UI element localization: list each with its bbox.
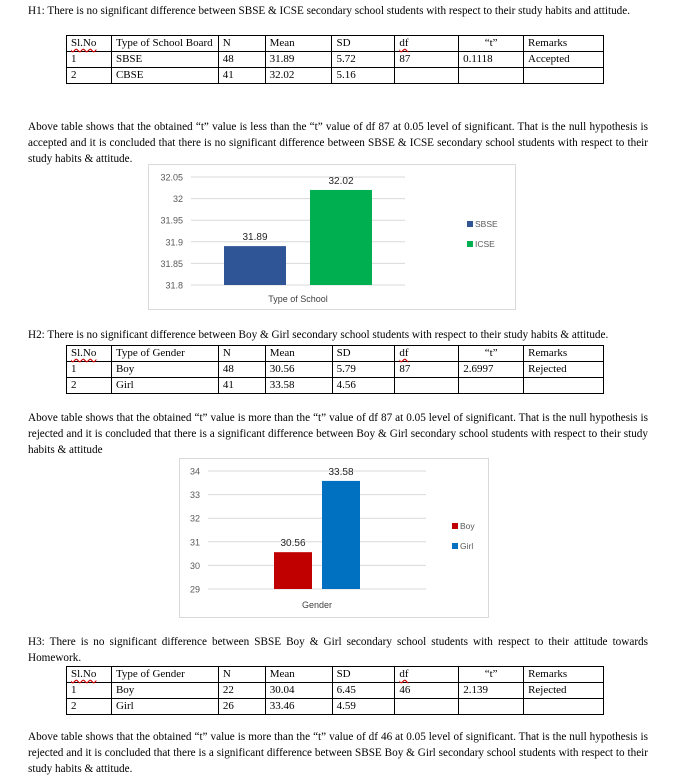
header-cell: df <box>395 36 459 52</box>
data-label: 31.89 <box>242 232 268 244</box>
header-cell: Remarks <box>524 36 604 52</box>
table-cell <box>395 698 459 714</box>
legend-swatch <box>467 221 473 227</box>
table-cell: 33.58 <box>265 377 332 393</box>
table-cell: 33.46 <box>265 698 332 714</box>
table-cell: Rejected <box>524 682 604 698</box>
header-cell: Mean <box>265 346 332 362</box>
table-row <box>67 698 604 714</box>
y-tick-label: 30 <box>189 560 200 571</box>
table-cell: Accepted <box>524 51 604 67</box>
y-tick-label: 31.85 <box>160 258 183 269</box>
table-cell: 87 <box>395 51 459 67</box>
table-header-row <box>67 36 604 52</box>
table-cell: 4.56 <box>332 377 395 393</box>
table-header-row <box>67 346 604 362</box>
table-row <box>67 361 604 377</box>
table-cell: 5.72 <box>332 51 395 67</box>
header-cell: N <box>218 667 265 683</box>
bar-girl <box>322 481 360 589</box>
table-cell <box>459 67 524 83</box>
header-cell: Type of Gender <box>111 346 218 362</box>
header-cell: Remarks <box>524 346 604 362</box>
legend-swatch <box>452 543 458 549</box>
table-cell: 22 <box>218 682 265 698</box>
header-cell: N <box>218 36 265 52</box>
x-axis-label: Type of School <box>268 294 328 304</box>
header-cell: SD <box>332 667 395 683</box>
table-cell: 1 <box>67 361 112 377</box>
h3-paragraph: Above table shows that the obtained “t” value is more than the “t” value of df 46 at 0.05 level of significant. That is the null hypothesis is rejected and it is concluded that there is a significant difference between SBSE Boy & Girl secondary school students with respect to their study habits & attitude. <box>28 731 648 776</box>
header-cell: df <box>395 346 459 362</box>
table-cell: 0.1118 <box>459 51 524 67</box>
table-cell: 2 <box>67 698 112 714</box>
y-tick-label: 32.05 <box>160 172 183 183</box>
h2-heading: H2: There is no significant difference between Boy & Girl secondary school students with respect to their study habits & attitude. <box>28 329 609 341</box>
header-cell: “t” <box>459 36 524 52</box>
table-cell: 30.04 <box>265 682 332 698</box>
table-cell: 1 <box>67 682 112 698</box>
table-cell: 5.79 <box>332 361 395 377</box>
header-cell: SD <box>332 346 395 362</box>
table-row <box>67 377 604 393</box>
legend-label: SBSE <box>475 219 498 229</box>
header-cell: Mean <box>265 667 332 683</box>
table-cell: 2.6997 <box>459 361 524 377</box>
y-tick-label: 31.8 <box>165 280 183 291</box>
data-label: 30.56 <box>280 538 306 550</box>
table-cell: 5.16 <box>332 67 395 83</box>
header-cell: Mean <box>265 36 332 52</box>
table-cell: 41 <box>218 377 265 393</box>
y-tick-label: 31.9 <box>165 237 183 248</box>
table-row <box>67 682 604 698</box>
table-cell: 87 <box>395 361 459 377</box>
x-axis-label: Gender <box>301 600 333 610</box>
legend-label: Girl <box>460 541 474 551</box>
table-cell <box>459 698 524 714</box>
h3-heading: H3: There is no significant difference between SBSE Boy & Girl secondary school students with respect to their attitude towards Homework. <box>28 636 648 665</box>
header-cell: N <box>218 346 265 362</box>
chart-svg <box>149 165 515 309</box>
table-cell <box>524 67 604 83</box>
y-tick-label: 33 <box>189 490 200 501</box>
table-cell: SBSE <box>111 51 218 67</box>
y-tick-label: 31.95 <box>160 215 183 226</box>
table-cell <box>524 377 604 393</box>
table-cell: 41 <box>218 67 265 83</box>
header-cell: Remarks <box>524 667 604 683</box>
header-cell: “t” <box>459 346 524 362</box>
h3-table <box>66 666 604 715</box>
legend-label: ICSE <box>475 239 495 249</box>
table-cell: 48 <box>218 51 265 67</box>
table-cell: 30.56 <box>265 361 332 377</box>
table-cell <box>459 377 524 393</box>
header-cell: Sl.No <box>67 346 112 362</box>
table-cell <box>395 377 459 393</box>
table-cell <box>524 698 604 714</box>
table-cell: 48 <box>218 361 265 377</box>
h1-heading: H1: There is no significant difference between SBSE & ICSE secondary school students with respect to their study habits and attitude. <box>28 5 631 17</box>
chart-gender <box>179 458 489 618</box>
bar-icse <box>310 190 372 285</box>
header-cell: Sl.No <box>67 667 112 683</box>
header-cell: Type of Gender <box>111 667 218 683</box>
table-cell <box>395 67 459 83</box>
y-tick-label: 29 <box>189 584 200 595</box>
table-header-row <box>67 667 604 683</box>
header-cell: “t” <box>459 667 524 683</box>
legend-swatch <box>467 241 473 247</box>
table-cell: 26 <box>218 698 265 714</box>
y-tick-label: 31 <box>189 537 200 548</box>
table-cell: Boy <box>111 682 218 698</box>
y-tick-label: 34 <box>189 466 200 477</box>
table-cell: 32.02 <box>265 67 332 83</box>
bar-boy <box>274 552 312 589</box>
h1-table <box>66 35 604 84</box>
header-cell: df <box>395 667 459 683</box>
h2-table <box>66 345 604 394</box>
table-cell: Girl <box>111 698 218 714</box>
table-cell: 1 <box>67 51 112 67</box>
table-cell: 4.59 <box>332 698 395 714</box>
table-cell: Rejected <box>524 361 604 377</box>
y-tick-label: 32 <box>172 194 183 205</box>
chart-school-type <box>148 164 516 310</box>
legend-label: Boy <box>460 521 475 531</box>
table-cell: 31.89 <box>265 51 332 67</box>
chart-svg <box>180 459 488 617</box>
table-cell: 2.139 <box>459 682 524 698</box>
table-cell: 2 <box>67 67 112 83</box>
table-cell: Girl <box>111 377 218 393</box>
legend-swatch <box>452 523 458 529</box>
bar-sbse <box>224 246 286 285</box>
header-cell: Sl.No <box>67 36 112 52</box>
table-cell: 2 <box>67 377 112 393</box>
data-label: 33.58 <box>328 466 354 478</box>
table-cell: 6.45 <box>332 682 395 698</box>
table-cell: Boy <box>111 361 218 377</box>
table-row <box>67 51 604 67</box>
header-cell: SD <box>332 36 395 52</box>
table-cell: 46 <box>395 682 459 698</box>
h2-paragraph: Above table shows that the obtained “t” value is more than the “t” value of df 87 at 0.05 level of significant. That is the null hypothesis is rejected and it is concluded that there is a significant difference between Boy & Girl secondary school students with respect to their study habits & attitude <box>28 412 648 457</box>
y-tick-label: 32 <box>189 513 200 524</box>
data-label: 32.02 <box>328 175 354 187</box>
h1-paragraph: Above table shows that the obtained “t” value is less than the “t” value of df 87 at 0.05 level of significant. That is the null hypothesis is accepted and it is concluded that there is no significant difference between SBSE & ICSE secondary school students with respect to their study habits & attitude. <box>28 121 648 166</box>
table-row <box>67 67 604 83</box>
table-cell: CBSE <box>111 67 218 83</box>
header-cell: Type of School Board <box>111 36 218 52</box>
